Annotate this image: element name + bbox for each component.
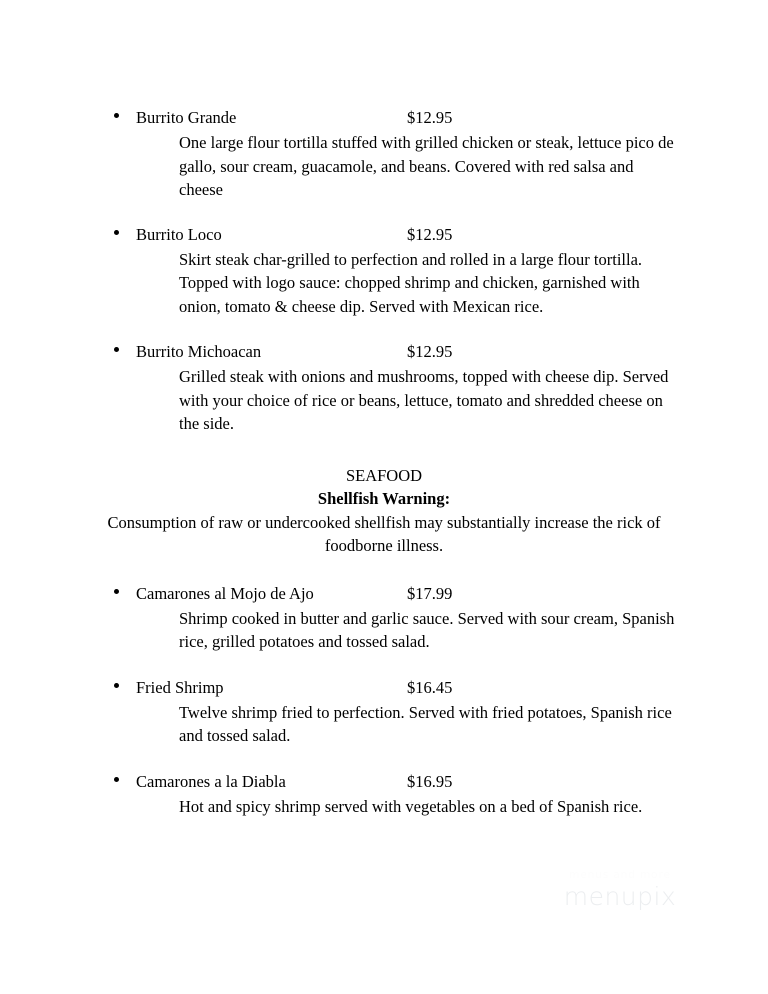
menu-item-header [136,772,708,792]
shellfish-warning-text: Consumption of raw or undercooked shellfish may substantially increase the rick of foodborne illness. [107,512,661,555]
menu-item-header [136,108,708,128]
menu-item-description: Shrimp cooked in butter and garlic sauce. Served with sour cream, Spanish rice, grilled potatoes and tossed salad. [179,608,675,651]
menu-item-name: Burrito Loco [136,224,222,244]
menu-item [0,584,768,654]
bullet-icon [114,230,119,235]
menu-item-price: $16.95 [407,771,453,791]
burritos-item-list [0,108,768,840]
watermark-brand: menupix [563,882,677,911]
menu-item-name: Burrito Michoacan [136,342,262,361]
menupix-watermark [520,868,720,912]
seafood-section-header [0,464,768,558]
bullet-icon [114,683,119,688]
section-title: SEAFOOD [345,465,423,485]
menu-item-price: $12.95 [407,224,453,244]
menu-item-description: Skirt steak char-grilled to perfection and rolled in a large flour tortilla. Topped with logo sauce: chopped shrimp and chicken, garnished with onion, tomato & cheese dip. Served with Mexican rice. [179,249,643,316]
menu-item-price: $17.99 [407,583,453,603]
watermark-tagline: menus and more [569,869,671,881]
menu-item-name: Camarones al Mojo de Ajo [136,583,314,603]
menu-item-description: One large flour tortilla stuffed with grilled chicken or steak, lettuce pico de gallo, sour cream, guacamole, and beans. Covered with red salsa and cheese [179,133,674,199]
menu-item-header [136,584,708,604]
menu-item-price: $16.45 [407,677,453,697]
menu-item [0,342,768,436]
menu-item-description: Grilled steak with onions and mushrooms, topped with cheese dip. Served with your choice of rice or beans, lettuce, tomato and shredded cheese on the side. [179,367,669,433]
menu-item-price: $12.95 [407,108,453,127]
menu-item-name: Burrito Grande [136,108,237,127]
bullet-icon [114,777,119,782]
menu-item [0,772,768,819]
menu-item-name: Camarones a la Diabla [136,771,286,791]
menu-item-header [136,678,708,698]
menu-item-description: Hot and spicy shrimp served with vegetables on a bed of Spanish rice. [179,796,643,816]
bullet-icon [114,589,119,594]
menu-item-name: Fried Shrimp [136,677,224,697]
menu-item-header [136,342,708,362]
menu-item-description: Twelve shrimp fried to perfection. Served with fried potatoes, Spanish rice and tossed salad. [179,702,672,745]
menu-item-price: $12.95 [407,342,453,361]
bullet-icon [114,347,119,352]
bullet-icon [114,113,119,118]
shellfish-warning-title: Shellfish Warning: [317,489,451,508]
menu-item [0,678,768,748]
menu-item [0,225,768,319]
menu-item [0,108,768,202]
menu-item-header [136,225,708,245]
